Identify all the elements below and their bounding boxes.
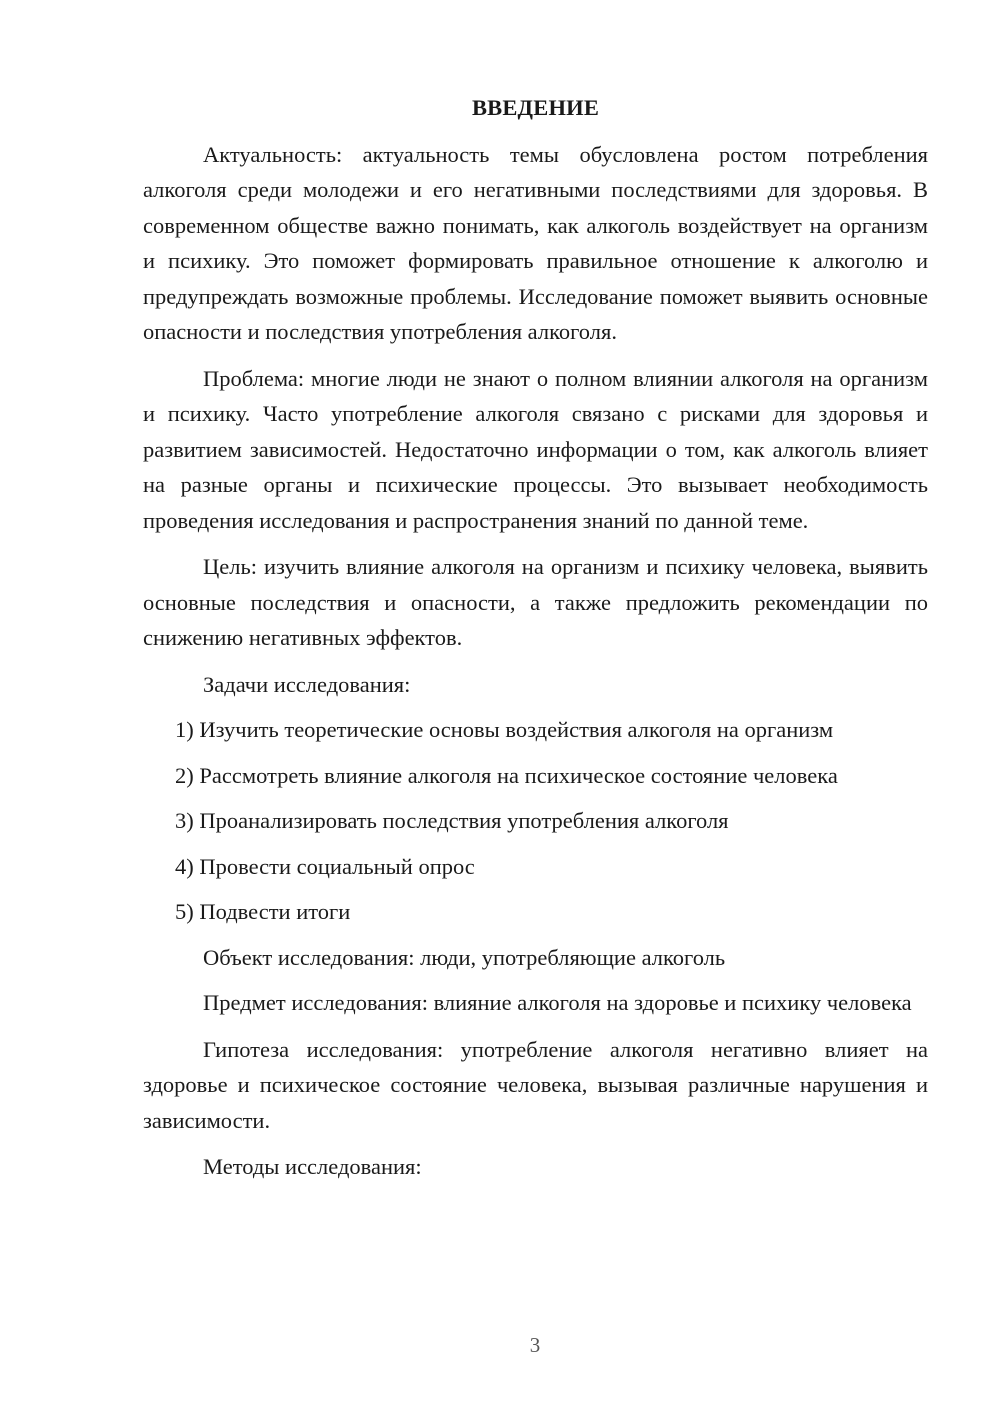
task-item: 3) Проанализировать последствия употребления алкоголя bbox=[175, 808, 729, 833]
page-content bbox=[143, 90, 928, 1195]
object-paragraph: Объект исследования: люди, употребляющие алкоголь bbox=[203, 944, 726, 970]
actuality-paragraph: Актуальность: актуальность темы обусловлена ростом потребления алкоголя среди молодежи и его негативными последствиями для здоровья. В современном обществе важно понимать, как алкоголь воздействует на организм и психику. Это поможет формировать правильное отношение к алкоголю и предупреждать возможные проблемы. Исследование поможет выявить основные опасности и последствия употребления алкоголя. bbox=[143, 141, 928, 344]
page-number: 3 bbox=[529, 1333, 541, 1357]
tasks-heading: Задачи исследования: bbox=[203, 671, 411, 697]
task-item: 4) Провести социальный опрос bbox=[175, 853, 475, 879]
problem-paragraph: Проблема: многие люди не знают о полном влиянии алкоголя на организм и психику. Часто употребление алкоголя связано с рисками для здоровья и развитием зависимостей. Недостаточно информации о том, как алкоголь влияет на разные органы и психические процессы. Это вызывает необходимость проведения исследования и распространения знаний по данной теме. bbox=[143, 365, 928, 533]
subject-paragraph: Предмет исследования: влияние алкоголя на здоровье и психику человека bbox=[203, 990, 912, 1015]
goal-paragraph: Цель: изучить влияние алкоголя на организм и психику человека, выявить основные последствия и опасности, а также предложить рекомендации по снижению негативных эффектов. bbox=[143, 554, 928, 650]
tasks-list bbox=[143, 712, 928, 930]
hypothesis-paragraph: Гипотеза исследования: употребление алкоголя негативно влияет на здоровье и психическое состояние человека, вызывая различные нарушения и зависимости. bbox=[143, 1036, 928, 1133]
task-item: 5) Подвести итоги bbox=[175, 899, 351, 924]
section-title: ВВЕДЕНИЕ bbox=[471, 95, 600, 120]
task-item: 1) Изучить теоретические основы воздействия алкоголя на организм bbox=[175, 717, 834, 742]
methods-heading: Методы исследования: bbox=[203, 1154, 422, 1179]
task-item: 2) Рассмотреть влияние алкоголя на психическое состояние человека bbox=[175, 762, 838, 788]
